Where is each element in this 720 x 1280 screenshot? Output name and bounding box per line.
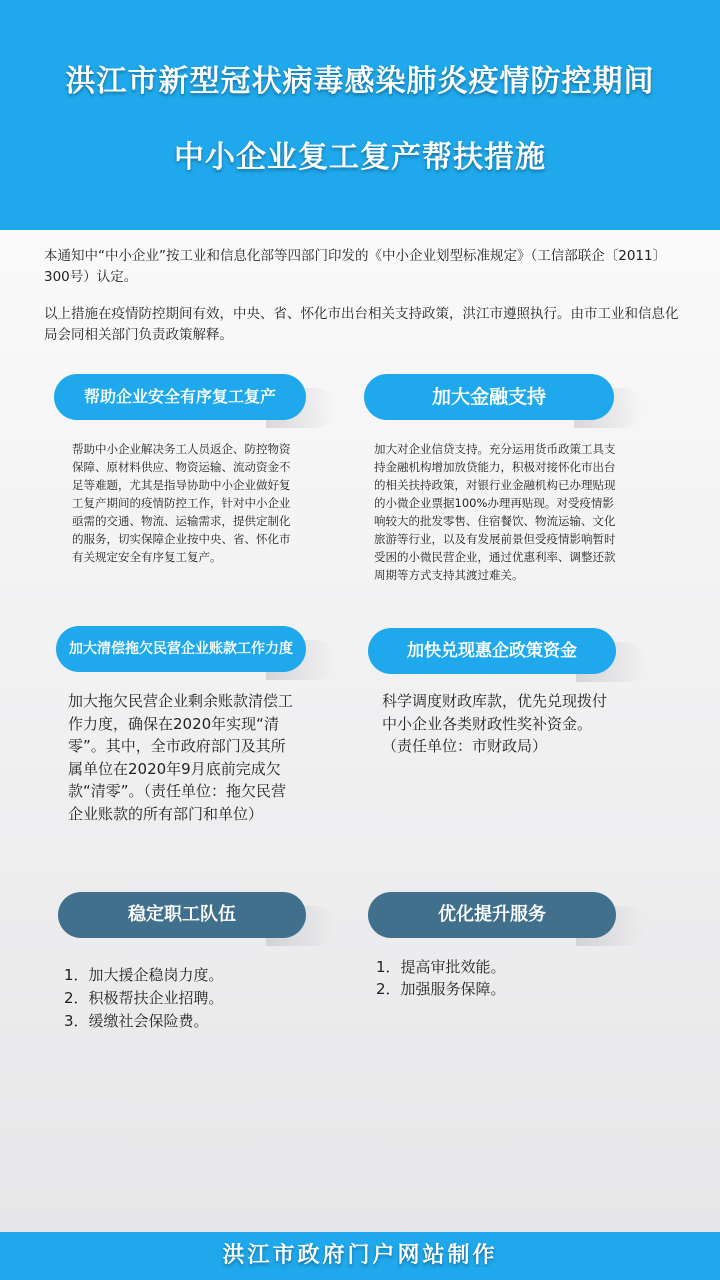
section-text-safe-resumption: 帮助中小企业解决务工人员返企、防控物资保障、原材料供应、物资运输、流动资金不足等难题，尤其是指导协助中小企业做好复工复产期间的疫情防控工作，针对中小企业亟需的交通、物流、运输需求，提供定制化的服务，切实保障企业按中央、省、怀化市有关规定安全有序复工复产。 [72,442,291,564]
section-text-policy-funds: 科学调度财政库款，优先兑现拨付中小企业各类财政性奖补资金。（责任单位：市财政局） [382,692,608,755]
list-item: 1．加大援企稳岗力度。 [64,966,224,984]
section-title-financial-support: 加大金融支持 [364,374,614,420]
list-item: 3．缓缴社会保险费。 [64,1012,209,1030]
intro-paragraph-2: 以上措施在疫情防控期间有效，中央、省、怀化市出台相关支持政策，洪江市遵照执行。由市工业和信息化局会同相关部门负责政策解释。 [44,306,679,343]
list-item: 2．积极帮扶企业招聘。 [64,989,224,1007]
section-title-stable-workforce: 稳定职工队伍 [58,892,306,938]
section-title-policy-funds: 加快兑现惠企政策资金 [368,628,616,674]
section-text-financial-support: 加大对企业信贷支持。充分运用货币政策工具支持金融机构增加放贷能力，积极对接怀化市出台的相关扶持政策，对银行业金融机构已办理贴现的小微企业票据100%办理再贴现。对受疫情影响较大的批发零售、住宿餐饮、物流运输、文化旅游等行业，以及有发展前景但受疫情影响暂时受困的小微民营企业，通过优惠利率、调整还款周期等方式支持其渡过难关。 [374,442,616,582]
footer-credit: 洪江市政府门户网站制作 [0,1232,720,1280]
section-title-safe-resumption: 帮助企业安全有序复工复产 [54,374,306,420]
intro-paragraph-1: 本通知中“中小企业”按工业和信息化部等四部门印发的《中小企业划型标准规定》（工信部联企〔2011〕300号）认定。 [44,248,667,285]
page-subtitle: 中小企业复工复产帮扶措施 [174,140,546,175]
section-title-optimize-service: 优化提升服务 [368,892,616,938]
page-title: 洪江市新型冠状病毒感染肺炎疫情防控期间 [65,64,655,99]
section-title-arrears-clearance: 加大清偿拖欠民营企业账款工作力度 [56,626,306,672]
list-item: 2．加强服务保障。 [376,980,506,998]
section-text-arrears-clearance: 加大拖欠民营企业剩余账款清偿工作力度，确保在2020年实现“清零”。其中，全市政府部门及其所属单位在2020年9月底前完成欠款“清零”。（责任单位：拖欠民营企业账款的所有部门和单位） [68,692,294,823]
header-banner [0,0,720,230]
list-item: 1．提高审批效能。 [376,958,506,976]
